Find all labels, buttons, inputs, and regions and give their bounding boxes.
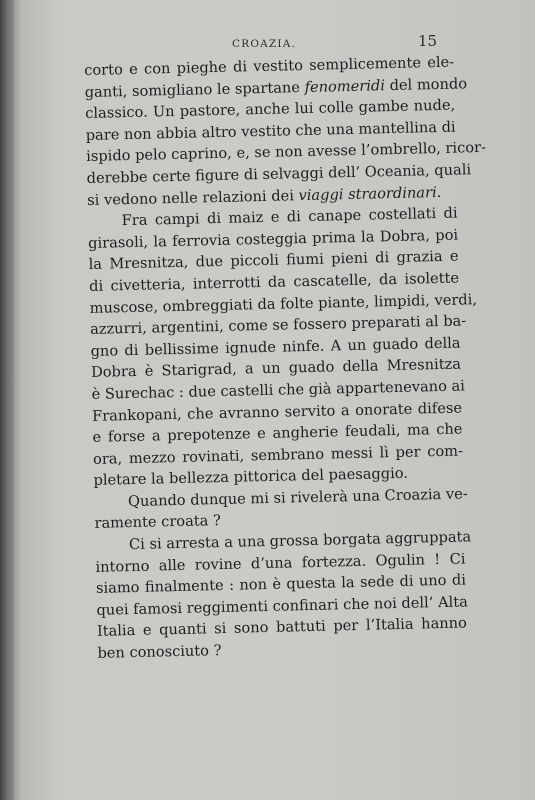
text-line: è Surechac : due castelli che già appartenevano ai: [91, 377, 466, 403]
text-line: classico. Un pastore, anche lui colle gambe nude,: [85, 96, 456, 123]
page-number: 15: [418, 32, 438, 50]
text-line: girasoli, la ferrovia costeggia prima la Dobra, poi: [87, 226, 459, 252]
text-line: ora, mezzo rovinati, sembrano messi lì per com-: [92, 442, 464, 468]
text-line: siamo finalmente : non è questa la sede di uno di: [95, 571, 467, 598]
text-line: ben conosciuto ?: [97, 642, 222, 662]
text-line: Dobra è Starigrad, a un guado della Mresnitza: [90, 355, 462, 382]
italic-term: fenomeridi: [304, 76, 386, 96]
book-gutter: [0, 0, 14, 800]
text-line: muscose, ombreggiati da folte piante, limpidi, verdi,: [89, 290, 478, 317]
text-line: ispido pelo caprino, e, se non avesse l’ombrello, ricor-: [86, 139, 487, 166]
running-head: CROAZIA.: [232, 38, 297, 50]
text-line: di civetteria, interrotti da cascatelle, da isolette: [88, 269, 460, 295]
text-line: pare non abbia altro vestito che una mantellina di: [85, 118, 456, 144]
text-line: quei famosi reggimenti confinari che noi dell’ Alta: [96, 593, 468, 619]
text-line: derebbe certe figure di selvaggi dell’ Oceania, quali: [86, 161, 472, 187]
paragraph: [87, 203, 478, 492]
text-line: Quando dunque mi si rivelerà una Croazia ve-: [127, 485, 468, 510]
text-line: gno di bellissime ignude ninfe. A un guado della: [90, 334, 461, 360]
text-line: ganti, somigliano le spartane fenomeridi del mondo: [84, 74, 468, 101]
text-line: Frankopani, che avranno servito a onorate difese: [91, 399, 463, 425]
text-line: pletare la bellezza pittorica del paesaggio.: [93, 465, 409, 490]
paragraph: [95, 527, 472, 665]
text-line: e forse a prepotenze e angherie feudali, ma che: [92, 420, 463, 446]
text-line: intorno alle rovine d’una fortezza. Ogulin ! Ci: [95, 550, 466, 576]
text-line: corto e con pieghe di vestito semplicemente ele-: [84, 53, 455, 79]
italic-term: viaggi straordinari: [298, 183, 437, 204]
text-line: Fra campi di maiz e di canape costellati di: [121, 204, 458, 230]
text-line: la Mresnitza, due piccoli fiumi pieni di grazia e: [88, 247, 459, 274]
paragraph: [84, 52, 487, 212]
text-line: Italia e quanti si sono battuti per l’Italia hanno: [96, 614, 468, 641]
text-line: ramente croata ?: [94, 512, 222, 533]
text-line: Ci si arresta a una grossa borgata aggruppata: [128, 528, 472, 554]
body-text: [84, 52, 487, 665]
text-line: azzurri, argentini, come se fossero preparati al ba-: [89, 312, 467, 339]
text-line: si vedono nelle relazioni dei viaggi straordinari.: [86, 183, 442, 209]
